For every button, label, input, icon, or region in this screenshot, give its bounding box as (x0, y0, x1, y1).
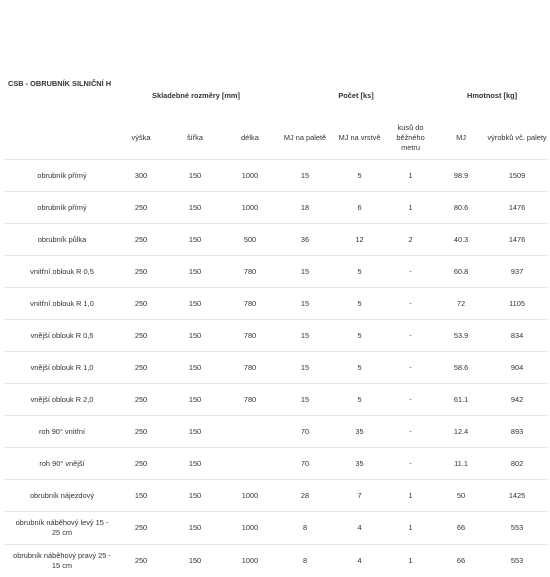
cell-mj: 12.4 (436, 416, 486, 448)
cell-kusu-metr: - (385, 352, 436, 384)
cell-vyska: 250 (116, 512, 166, 545)
cell-kusu-metr: 1 (385, 480, 436, 512)
cell-mj-paleta: 15 (276, 352, 334, 384)
cell-product-name: vnější oblouk R 0,5 (4, 320, 116, 352)
cell-mj-vrstva: 5 (334, 160, 385, 192)
cell-mj-vrstva: 4 (334, 512, 385, 545)
cell-product-name: roh 90° vnější (4, 448, 116, 480)
cell-delka: 1000 (224, 545, 276, 577)
cell-vyska: 300 (116, 160, 166, 192)
cell-mj-vrstva: 5 (334, 256, 385, 288)
table-row (4, 545, 548, 577)
table-row (4, 448, 548, 480)
cell-mj: 11.1 (436, 448, 486, 480)
cell-product-name: vnitřní oblouk R 1,0 (4, 288, 116, 320)
cell-mj-paleta: 70 (276, 448, 334, 480)
cell-vyska: 250 (116, 545, 166, 577)
cell-delka (224, 448, 276, 480)
table-row (4, 256, 548, 288)
cell-mj-paleta: 28 (276, 480, 334, 512)
cell-delka: 1000 (224, 512, 276, 545)
cell-product-name: obrubník půlka (4, 224, 116, 256)
cell-vyrobku-palety: 1509 (486, 160, 548, 192)
table-row (4, 224, 548, 256)
cell-product-name: vnější oblouk R 2,0 (4, 384, 116, 416)
cell-vyrobku-palety: 553 (486, 512, 548, 545)
cell-mj-vrstva: 5 (334, 384, 385, 416)
cell-sirka: 150 (166, 448, 224, 480)
table-row (4, 352, 548, 384)
cell-kusu-metr: - (385, 384, 436, 416)
column-header-sirka: šířka (166, 117, 224, 160)
cell-kusu-metr: 1 (385, 512, 436, 545)
cell-delka: 1000 (224, 160, 276, 192)
cell-mj: 80.6 (436, 192, 486, 224)
cell-mj: 66 (436, 512, 486, 545)
cell-sirka: 150 (166, 288, 224, 320)
cell-mj: 72 (436, 288, 486, 320)
cell-mj-paleta: 15 (276, 256, 334, 288)
cell-delka: 780 (224, 384, 276, 416)
cell-product-name: obrubník přímý (4, 192, 116, 224)
column-header-mj-paleta: MJ na paletě (276, 117, 334, 160)
cell-product-name: vnitřní oblouk R 0,5 (4, 256, 116, 288)
cell-kusu-metr: - (385, 448, 436, 480)
cell-mj-vrstva: 6 (334, 192, 385, 224)
cell-kusu-metr: 1 (385, 192, 436, 224)
cell-mj-paleta: 8 (276, 512, 334, 545)
cell-delka: 780 (224, 352, 276, 384)
table-title: CSB - OBRUBNÍK SILNIČNÍ H (4, 75, 116, 117)
cell-kusu-metr: - (385, 416, 436, 448)
cell-vyska: 150 (116, 480, 166, 512)
cell-vyska: 250 (116, 288, 166, 320)
group-header-dims: Skladebné rozměry [mm] (116, 75, 276, 117)
cell-product-name: obrubník nájezdový (4, 480, 116, 512)
cell-kusu-metr: 1 (385, 160, 436, 192)
cell-mj-vrstva: 35 (334, 416, 385, 448)
cell-sirka: 150 (166, 384, 224, 416)
cell-sirka: 150 (166, 352, 224, 384)
cell-kusu-metr: - (385, 320, 436, 352)
cell-kusu-metr: 1 (385, 545, 436, 577)
cell-mj: 60.8 (436, 256, 486, 288)
cell-mj-paleta: 36 (276, 224, 334, 256)
table-row (4, 288, 548, 320)
cell-mj-vrstva: 7 (334, 480, 385, 512)
cell-product-name: obrubník náběhový levý 15 - 25 cm (4, 512, 116, 545)
cell-sirka: 150 (166, 256, 224, 288)
cell-sirka: 150 (166, 192, 224, 224)
cell-vyrobku-palety: 937 (486, 256, 548, 288)
cell-vyska: 250 (116, 224, 166, 256)
cell-product-name: obrubník náběhový pravý 25 - 15 cm (4, 545, 116, 577)
cell-sirka: 150 (166, 416, 224, 448)
cell-mj-paleta: 70 (276, 416, 334, 448)
column-header-vyska: výška (116, 117, 166, 160)
cell-vyska: 250 (116, 448, 166, 480)
cell-mj-paleta: 15 (276, 160, 334, 192)
cell-product-name: vnější oblouk R 1,0 (4, 352, 116, 384)
table-row (4, 416, 548, 448)
cell-mj-vrstva: 5 (334, 320, 385, 352)
cell-delka (224, 416, 276, 448)
cell-mj-paleta: 15 (276, 384, 334, 416)
cell-product-name: obrubník přímý (4, 160, 116, 192)
cell-sirka: 150 (166, 320, 224, 352)
cell-mj: 53.9 (436, 320, 486, 352)
cell-mj: 40.3 (436, 224, 486, 256)
table-row (4, 320, 548, 352)
group-header-count: Počet [ks] (276, 75, 436, 117)
column-header-mj-vrstva: MJ na vrstvě (334, 117, 385, 160)
cell-vyrobku-palety: 1105 (486, 288, 548, 320)
cell-kusu-metr: - (385, 288, 436, 320)
table-body (4, 160, 548, 577)
cell-kusu-metr: 2 (385, 224, 436, 256)
cell-mj-paleta: 15 (276, 320, 334, 352)
table-row (4, 160, 548, 192)
cell-vyrobku-palety: 904 (486, 352, 548, 384)
cell-delka: 780 (224, 256, 276, 288)
cell-vyrobku-palety: 553 (486, 545, 548, 577)
cell-product-name: roh 90° vnitřní (4, 416, 116, 448)
cell-mj: 66 (436, 545, 486, 577)
cell-vyrobku-palety: 1425 (486, 480, 548, 512)
cell-mj-vrstva: 35 (334, 448, 385, 480)
product-table (4, 75, 548, 577)
table-row (4, 384, 548, 416)
cell-vyrobku-palety: 834 (486, 320, 548, 352)
cell-vyska: 250 (116, 192, 166, 224)
cell-vyrobku-palety: 1476 (486, 192, 548, 224)
cell-mj-vrstva: 5 (334, 352, 385, 384)
cell-vyska: 250 (116, 320, 166, 352)
cell-vyska: 250 (116, 352, 166, 384)
cell-delka: 1000 (224, 480, 276, 512)
cell-delka: 780 (224, 320, 276, 352)
cell-sirka: 150 (166, 512, 224, 545)
cell-sirka: 150 (166, 160, 224, 192)
cell-vyska: 250 (116, 384, 166, 416)
cell-mj-vrstva: 5 (334, 288, 385, 320)
column-header-mj: MJ (436, 117, 486, 160)
table-row (4, 192, 548, 224)
cell-mj-paleta: 8 (276, 545, 334, 577)
column-header-delka: délka (224, 117, 276, 160)
cell-sirka: 150 (166, 545, 224, 577)
cell-vyrobku-palety: 942 (486, 384, 548, 416)
cell-delka: 500 (224, 224, 276, 256)
cell-sirka: 150 (166, 480, 224, 512)
cell-sirka: 150 (166, 224, 224, 256)
cell-vyrobku-palety: 1476 (486, 224, 548, 256)
cell-mj-paleta: 18 (276, 192, 334, 224)
column-header-kusu-metr: kusů do běžného metru (385, 117, 436, 160)
column-header-name (4, 117, 116, 160)
cell-mj-vrstva: 4 (334, 545, 385, 577)
cell-mj: 98.9 (436, 160, 486, 192)
cell-vyrobku-palety: 802 (486, 448, 548, 480)
cell-kusu-metr: - (385, 256, 436, 288)
cell-vyrobku-palety: 893 (486, 416, 548, 448)
cell-delka: 780 (224, 288, 276, 320)
cell-vyska: 250 (116, 416, 166, 448)
column-header-vyrobku-palety: výrobků vč. palety (486, 117, 548, 160)
cell-mj-paleta: 15 (276, 288, 334, 320)
group-header-weight: Hmotnost [kg] (436, 75, 548, 117)
cell-delka: 1000 (224, 192, 276, 224)
cell-mj: 58.6 (436, 352, 486, 384)
table-row (4, 480, 548, 512)
cell-mj-vrstva: 12 (334, 224, 385, 256)
column-header-row (4, 117, 548, 160)
cell-vyska: 250 (116, 256, 166, 288)
table-row (4, 512, 548, 545)
cell-mj: 61.1 (436, 384, 486, 416)
group-header-row (4, 75, 548, 117)
cell-mj: 50 (436, 480, 486, 512)
